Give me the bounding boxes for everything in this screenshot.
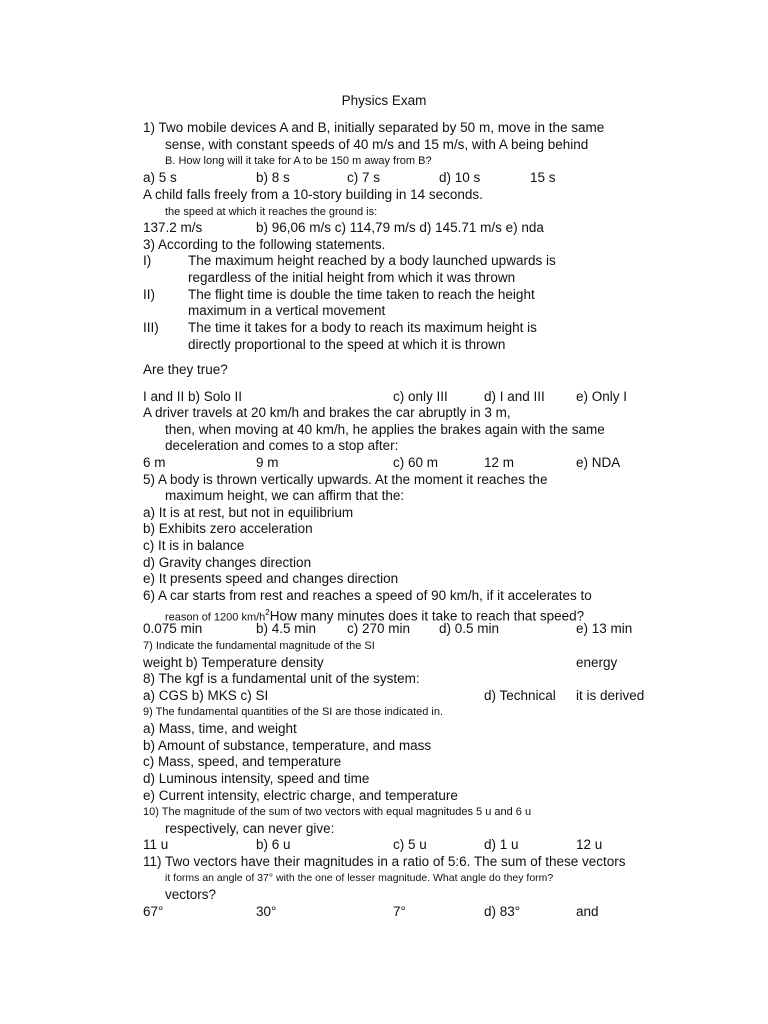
q10-option-b: b) 6 u: [256, 837, 291, 852]
q3-item-1-number: I): [143, 253, 152, 268]
q4-line-3: deceleration and comes to a stop after:: [165, 438, 399, 453]
q11-option-e: and: [576, 904, 599, 919]
q4-option-c: c) 60 m: [393, 455, 439, 470]
q8-options-a-c: a) CGS b) MKS c) SI: [143, 688, 269, 703]
q4-line-2: then, when moving at 40 km/h, he applies the brakes again with the same: [165, 422, 605, 437]
q4-option-e: e) NDA: [576, 455, 621, 470]
q3-option-d: d) I and III: [484, 389, 545, 404]
q9-option-d: d) Luminous intensity, speed and time: [143, 771, 370, 786]
q11-option-a: 67°: [143, 904, 164, 919]
q6-line-2-text-a: reason of 1200 km/h: [165, 611, 266, 624]
q3-question: Are they true?: [143, 362, 228, 377]
q11-line-1: 11) Two vectors have their magnitudes in a ratio of 5:6. The sum of these vectors: [143, 854, 626, 869]
q3-option-e: e) Only I: [576, 389, 628, 404]
q2-line-2: the speed at which it reaches the ground is:: [165, 206, 378, 218]
q6-option-c: c) 270 min: [347, 621, 411, 636]
q5-option-e: e) It presents speed and changes direction: [143, 571, 399, 586]
q6-option-b: b) 4.5 min: [256, 621, 317, 636]
page-title: Physics Exam: [341, 93, 427, 108]
q10-line-1: 10) The magnitude of the sum of two vectors with equal magnitudes 5 u and 6 u: [143, 806, 532, 818]
q3-item-3-line-1: The time it takes for a body to reach its maximum height is: [188, 320, 537, 335]
q7-option-e: energy: [576, 655, 618, 670]
q3-item-1-line-2: regardless of the initial height from which it was thrown: [188, 270, 516, 285]
q6-option-d: d) 0.5 min: [439, 621, 500, 636]
q9-option-c: c) Mass, speed, and temperature: [143, 754, 342, 769]
q6-line-2-text-b: How many minutes does it take to reach that speed?: [269, 608, 585, 624]
q11-option-c: 7°: [393, 904, 406, 919]
q11-option-b: 30°: [256, 904, 277, 919]
q8-option-d: d) Technical: [484, 688, 556, 703]
q3-item-2-line-2: maximum in a vertical movement: [188, 303, 386, 318]
q11-option-d: d) 83°: [484, 904, 521, 919]
q10-option-d: d) 1 u: [484, 837, 519, 852]
q1-line-2: sense, with constant speeds of 40 m/s and 15 m/s, with A being behind: [165, 137, 589, 152]
q5-option-b: b) Exhibits zero acceleration: [143, 521, 313, 536]
q7-options-a-c: weight b) Temperature density: [143, 655, 324, 670]
q5-option-c: c) It is in balance: [143, 538, 245, 553]
q4-option-d: 12 m: [484, 455, 515, 470]
q1-line-1: 1) Two mobile devices A and B, initially separated by 50 m, move in the same: [143, 120, 605, 135]
q3-item-2-number: II): [143, 287, 155, 302]
q5-option-a: a) It is at rest, but not in equilibrium: [143, 505, 354, 520]
q10-option-a: 11 u: [143, 837, 169, 852]
q3-item-2-line-1: The flight time is double the time taken to reach the height: [188, 287, 535, 302]
q3-line-1: 3) According to the following statements.: [143, 237, 386, 252]
q9-line-1: 9) The fundamental quantities of the SI are those indicated in.: [143, 706, 444, 718]
q2-options-b-e: b) 96,06 m/s c) 114,79 m/s d) 145.71 m/s e) nda: [256, 220, 544, 235]
q1-option-c: c) 7 s: [347, 170, 381, 185]
q11-line-3: vectors?: [165, 887, 217, 902]
q4-option-a: 6 m: [143, 455, 166, 470]
q5-line-2: maximum height, we can affirm that the:: [165, 488, 405, 503]
q3-item-1-line-1: The maximum height reached by a body launched upwards is: [188, 253, 556, 268]
q8-option-e: it is derived: [576, 688, 645, 703]
q11-line-2: it forms an angle of 37° with the one of lesser magnitude. What angle do they form?: [165, 872, 554, 884]
q3-option-c: c) only III: [393, 389, 448, 404]
q4-line-1: A driver travels at 20 km/h and brakes the car abruptly in 3 m,: [143, 405, 511, 420]
q5-option-d: d) Gravity changes direction: [143, 555, 312, 570]
q1-option-b: b) 8 s: [256, 170, 290, 185]
q1-option-e: 15 s: [530, 170, 556, 185]
q6-line-1: 6) A car starts from rest and reaches a speed of 90 km/h, if it accelerates to: [143, 588, 592, 603]
q8-line-1: 8) The kgf is a fundamental unit of the system:: [143, 671, 420, 686]
q9-option-e: e) Current intensity, electric charge, and temperature: [143, 788, 458, 803]
q10-line-2: respectively, can never give:: [165, 821, 335, 836]
q6-option-a: 0.075 min: [143, 621, 203, 636]
q1-option-a: a) 5 s: [143, 170, 177, 185]
q2-line-1: A child falls freely from a 10-story building in 14 seconds.: [143, 187, 483, 202]
q9-option-b: b) Amount of substance, temperature, and mass: [143, 738, 432, 753]
q4-option-b: 9 m: [256, 455, 279, 470]
q9-option-a: a) Mass, time, and weight: [143, 721, 297, 736]
q3-options-a-b: I and II b) Solo II: [143, 389, 243, 404]
q6-option-e: e) 13 min: [576, 621, 633, 636]
q10-option-c: c) 5 u: [393, 837, 427, 852]
q1-line-3: B. How long will it take for A to be 150 m away from B?: [165, 155, 432, 167]
q6-superscript: 2: [265, 608, 270, 617]
q5-line-1: 5) A body is thrown vertically upwards. At the moment it reaches the: [143, 472, 548, 487]
q3-item-3-number: III): [143, 320, 159, 335]
q10-option-e: 12 u: [576, 837, 603, 852]
q3-item-3-line-2: directly proportional to the speed at which it is thrown: [188, 337, 506, 352]
q7-line-1: 7) Indicate the fundamental magnitude of the SI: [143, 640, 375, 652]
q2-option-a: 137.2 m/s: [143, 220, 203, 235]
q1-option-d: d) 10 s: [439, 170, 481, 185]
